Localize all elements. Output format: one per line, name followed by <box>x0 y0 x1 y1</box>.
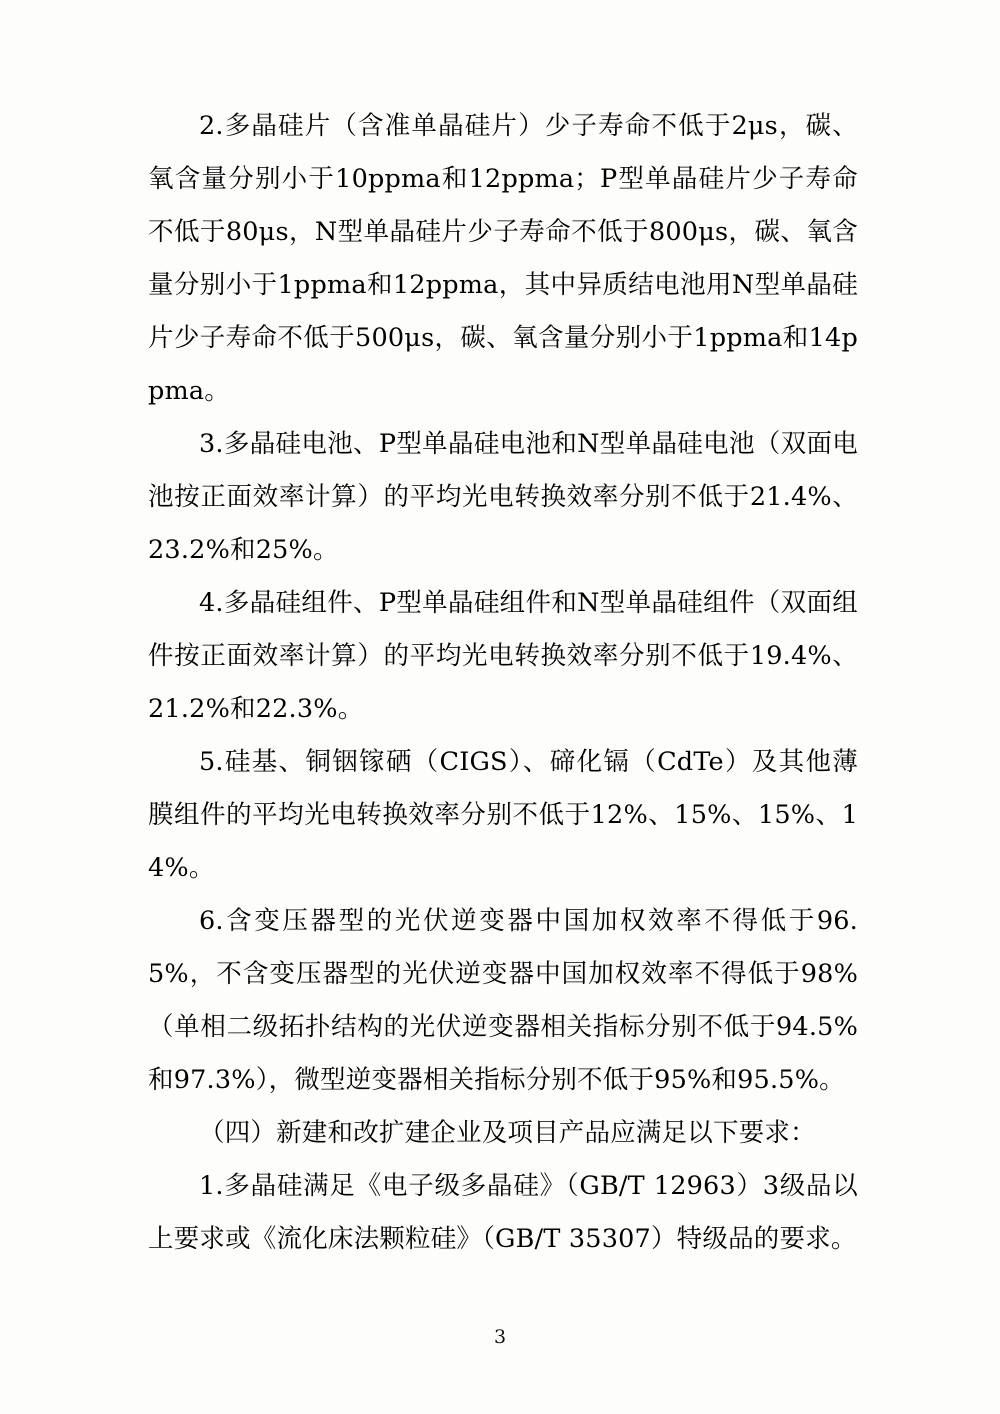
paragraph-section-four: （四）新建和改扩建企业及项目产品应满足以下要求： <box>199 1118 816 1148</box>
document-body <box>148 100 858 1266</box>
paragraph-item-5: 5.硅基、铜铟镓硒（CIGS）、碲化镉（CdTe）及其他薄膜组件的平均光电转换效率分别不低于12%、15%、15%、14%。 <box>148 747 858 883</box>
paragraph-item-3: 3.多晶硅电池、P型单晶硅电池和N型单晶硅电池（双面电池按正面效率计算）的平均光电转换效率分别不低于21.4%、23.2%和25%。 <box>148 429 858 565</box>
page-number: 3 <box>493 1326 507 1348</box>
paragraph-item-4: 4.多晶硅组件、P型单晶硅组件和N型单晶硅组件（双面组件按正面效率计算）的平均光电转换效率分别不低于19.4%、21.2%和22.3%。 <box>148 588 858 724</box>
paragraph-item-6: 6.含变压器型的光伏逆变器中国加权效率不得低于96.5%，不含变压器型的光伏逆变器中国加权效率不得低于98%（单相二级拓扑结构的光伏逆变器相关指标分别不低于94.5%和97.3%），微型逆变器相关指标分别不低于95%和95.5%。 <box>148 906 858 1095</box>
paragraph-item-2: 2.多晶硅片（含准单晶硅片）少子寿命不低于2μs，碳、氧含量分别小于10ppma和12ppma；P型单晶硅片少子寿命不低于80μs，N型单晶硅片少子寿命不低于800μs，碳、氧含量分别小于1ppma和12ppma，其中异质结电池用N型单晶硅片少子寿命不低于500μs，碳、氧含量分别小于1ppma和14ppma。 <box>148 111 858 406</box>
paragraph-section-four-item-1: 1.多晶硅满足《电子级多晶硅》（GB/T 12963）3级品以上要求或《流化床法颗粒硅》（GB/T 35307）特级品的要求。 <box>148 1171 858 1254</box>
